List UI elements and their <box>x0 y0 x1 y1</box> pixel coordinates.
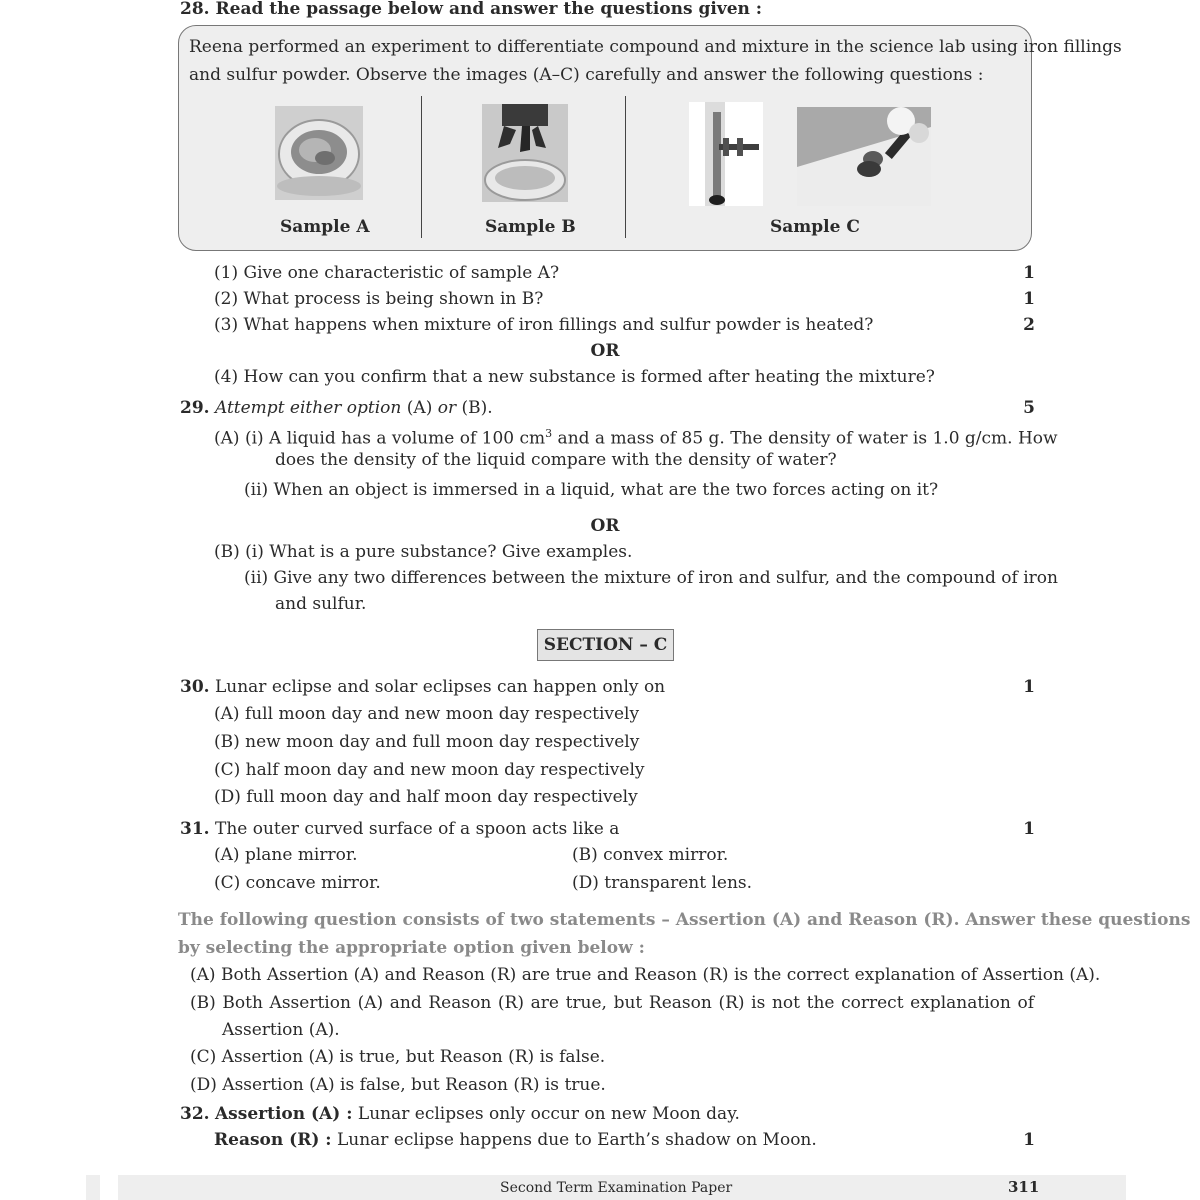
q28-sub-1-mark: 1 <box>1023 263 1035 283</box>
q30-mark: 1 <box>1023 677 1035 697</box>
q29-b-ii-line1: (ii) Give any two differences between the mixture of iron and sulfur, and the compound of iron <box>244 568 1058 588</box>
q28-title: Read the passage below and answer the questions given : <box>215 0 763 19</box>
footer-bar <box>118 1175 1126 1200</box>
footer-side-bar <box>86 1175 100 1200</box>
q30-option-d: (D) full moon day and half moon day respectively <box>214 787 638 807</box>
sample-a-image <box>275 106 363 200</box>
q31-number: 31. <box>180 819 210 839</box>
q28-sub-3: (3) What happens when mixture of iron fillings and sulfur powder is heated? <box>214 315 874 335</box>
q31-stem <box>180 816 619 842</box>
q29-instr-d: (B). <box>456 398 493 418</box>
section-c-heading: SECTION – C <box>537 629 674 661</box>
ar-option-c: (C) Assertion (A) is true, but Reason (R) is false. <box>190 1047 606 1067</box>
q28-heading <box>180 0 762 22</box>
q29-a-i-sup: 3 <box>545 427 553 440</box>
q30-option-b: (B) new moon day and full moon day respectively <box>214 732 640 752</box>
q31-mark: 1 <box>1023 819 1035 839</box>
sample-b-label: Sample B <box>485 217 576 237</box>
q32-number: 32. <box>180 1104 210 1124</box>
q28-sub-3-mark: 2 <box>1023 315 1035 335</box>
page-number: 311 <box>1008 1178 1040 1196</box>
q30-option-c: (C) half moon day and new moon day respectively <box>214 760 645 780</box>
q29-or: OR <box>590 516 620 536</box>
q31-option-b: (B) convex mirror. <box>572 845 729 865</box>
sample-c-image-magnet <box>797 107 931 206</box>
ar-instruction-line1: The following question consists of two statements – Assertion (A) and Reason (R). Answer these questions <box>178 910 1191 930</box>
q29-number: 29. <box>180 398 210 418</box>
ar-option-b-line2: Assertion (A). <box>222 1020 340 1040</box>
sample-c-image-heating <box>689 102 763 206</box>
q29-instruction <box>180 395 493 421</box>
q32-reason-text: Lunar eclipse happens due to Earth’s shadow on Moon. <box>331 1130 817 1150</box>
passage-line-1: Reena performed an experiment to differentiate compound and mixture in the science lab using iron fillings <box>189 37 1122 57</box>
q31-option-c: (C) concave mirror. <box>214 873 381 893</box>
q29-instr-a: Attempt either option <box>214 398 402 418</box>
q28-sub-2: (2) What process is being shown in B? <box>214 289 544 309</box>
q28-sub-1: (1) Give one characteristic of sample A? <box>214 263 560 283</box>
q30-stem <box>180 674 665 700</box>
passage-line-2: and sulfur powder. Observe the images (A–C) carefully and answer the following questions : <box>189 65 984 85</box>
q28-number: 28. <box>180 0 210 19</box>
q29-a-i-line2: does the density of the liquid compare with the density of water? <box>275 450 837 470</box>
q29-b-ii-line2: and sulfur. <box>275 594 367 614</box>
q32-reason-label: Reason (R) : <box>214 1130 332 1150</box>
q28-or: OR <box>590 341 620 361</box>
q32-mark: 1 <box>1023 1130 1035 1150</box>
q29-a-ii: (ii) When an object is immersed in a liquid, what are the two forces acting on it? <box>244 480 939 500</box>
q29-a-i-prefix: (A) (i) A liquid has a volume of 100 cm <box>214 428 546 449</box>
q29-a-i-suffix: and a mass of 85 g. The density of water is 1.0 g/cm. How <box>552 428 1058 449</box>
ar-option-a: (A) Both Assertion (A) and Reason (R) are true and Reason (R) is the correct explanation of Assertion (A). <box>190 965 1101 985</box>
q32-reason <box>214 1127 817 1153</box>
sample-c-label: Sample C <box>770 217 860 237</box>
footer-title: Second Term Examination Paper <box>500 1180 733 1196</box>
q29-instr-b: (A) <box>401 398 438 418</box>
q30-option-a: (A) full moon day and new moon day respectively <box>214 704 640 724</box>
divider-1 <box>421 96 422 238</box>
passage-box <box>178 25 1122 251</box>
q29-b-i: (B) (i) What is a pure substance? Give examples. <box>214 542 633 562</box>
q29-mark: 5 <box>1023 398 1035 418</box>
sample-b-image <box>482 104 568 202</box>
q28-sub-4: (4) How can you confirm that a new substance is formed after heating the mixture? <box>214 367 935 387</box>
q29-instr-c: or <box>437 398 457 418</box>
divider-2 <box>625 96 626 238</box>
q30-stem-text: Lunar eclipse and solar eclipses can happen only on <box>214 677 666 697</box>
ar-option-d: (D) Assertion (A) is false, but Reason (R) is true. <box>190 1075 606 1095</box>
q31-option-a: (A) plane mirror. <box>214 845 358 865</box>
ar-option-b-line1: (B) Both Assertion (A) and Reason (R) are true, but Reason (R) is not the correct explanation of <box>190 993 1034 1013</box>
q32-assertion-label: Assertion (A) : <box>214 1104 353 1124</box>
q30-number: 30. <box>180 677 210 697</box>
q32-assertion-text: Lunar eclipses only occur on new Moon day. <box>352 1104 740 1124</box>
sample-a-label: Sample A <box>280 217 370 237</box>
q28-sub-2-mark: 1 <box>1023 289 1035 309</box>
ar-instruction-line2: by selecting the appropriate option given below : <box>178 938 645 958</box>
q31-option-d: (D) transparent lens. <box>572 873 753 893</box>
q32-assertion <box>180 1101 740 1127</box>
q31-stem-text: The outer curved surface of a spoon acts like a <box>214 819 620 839</box>
